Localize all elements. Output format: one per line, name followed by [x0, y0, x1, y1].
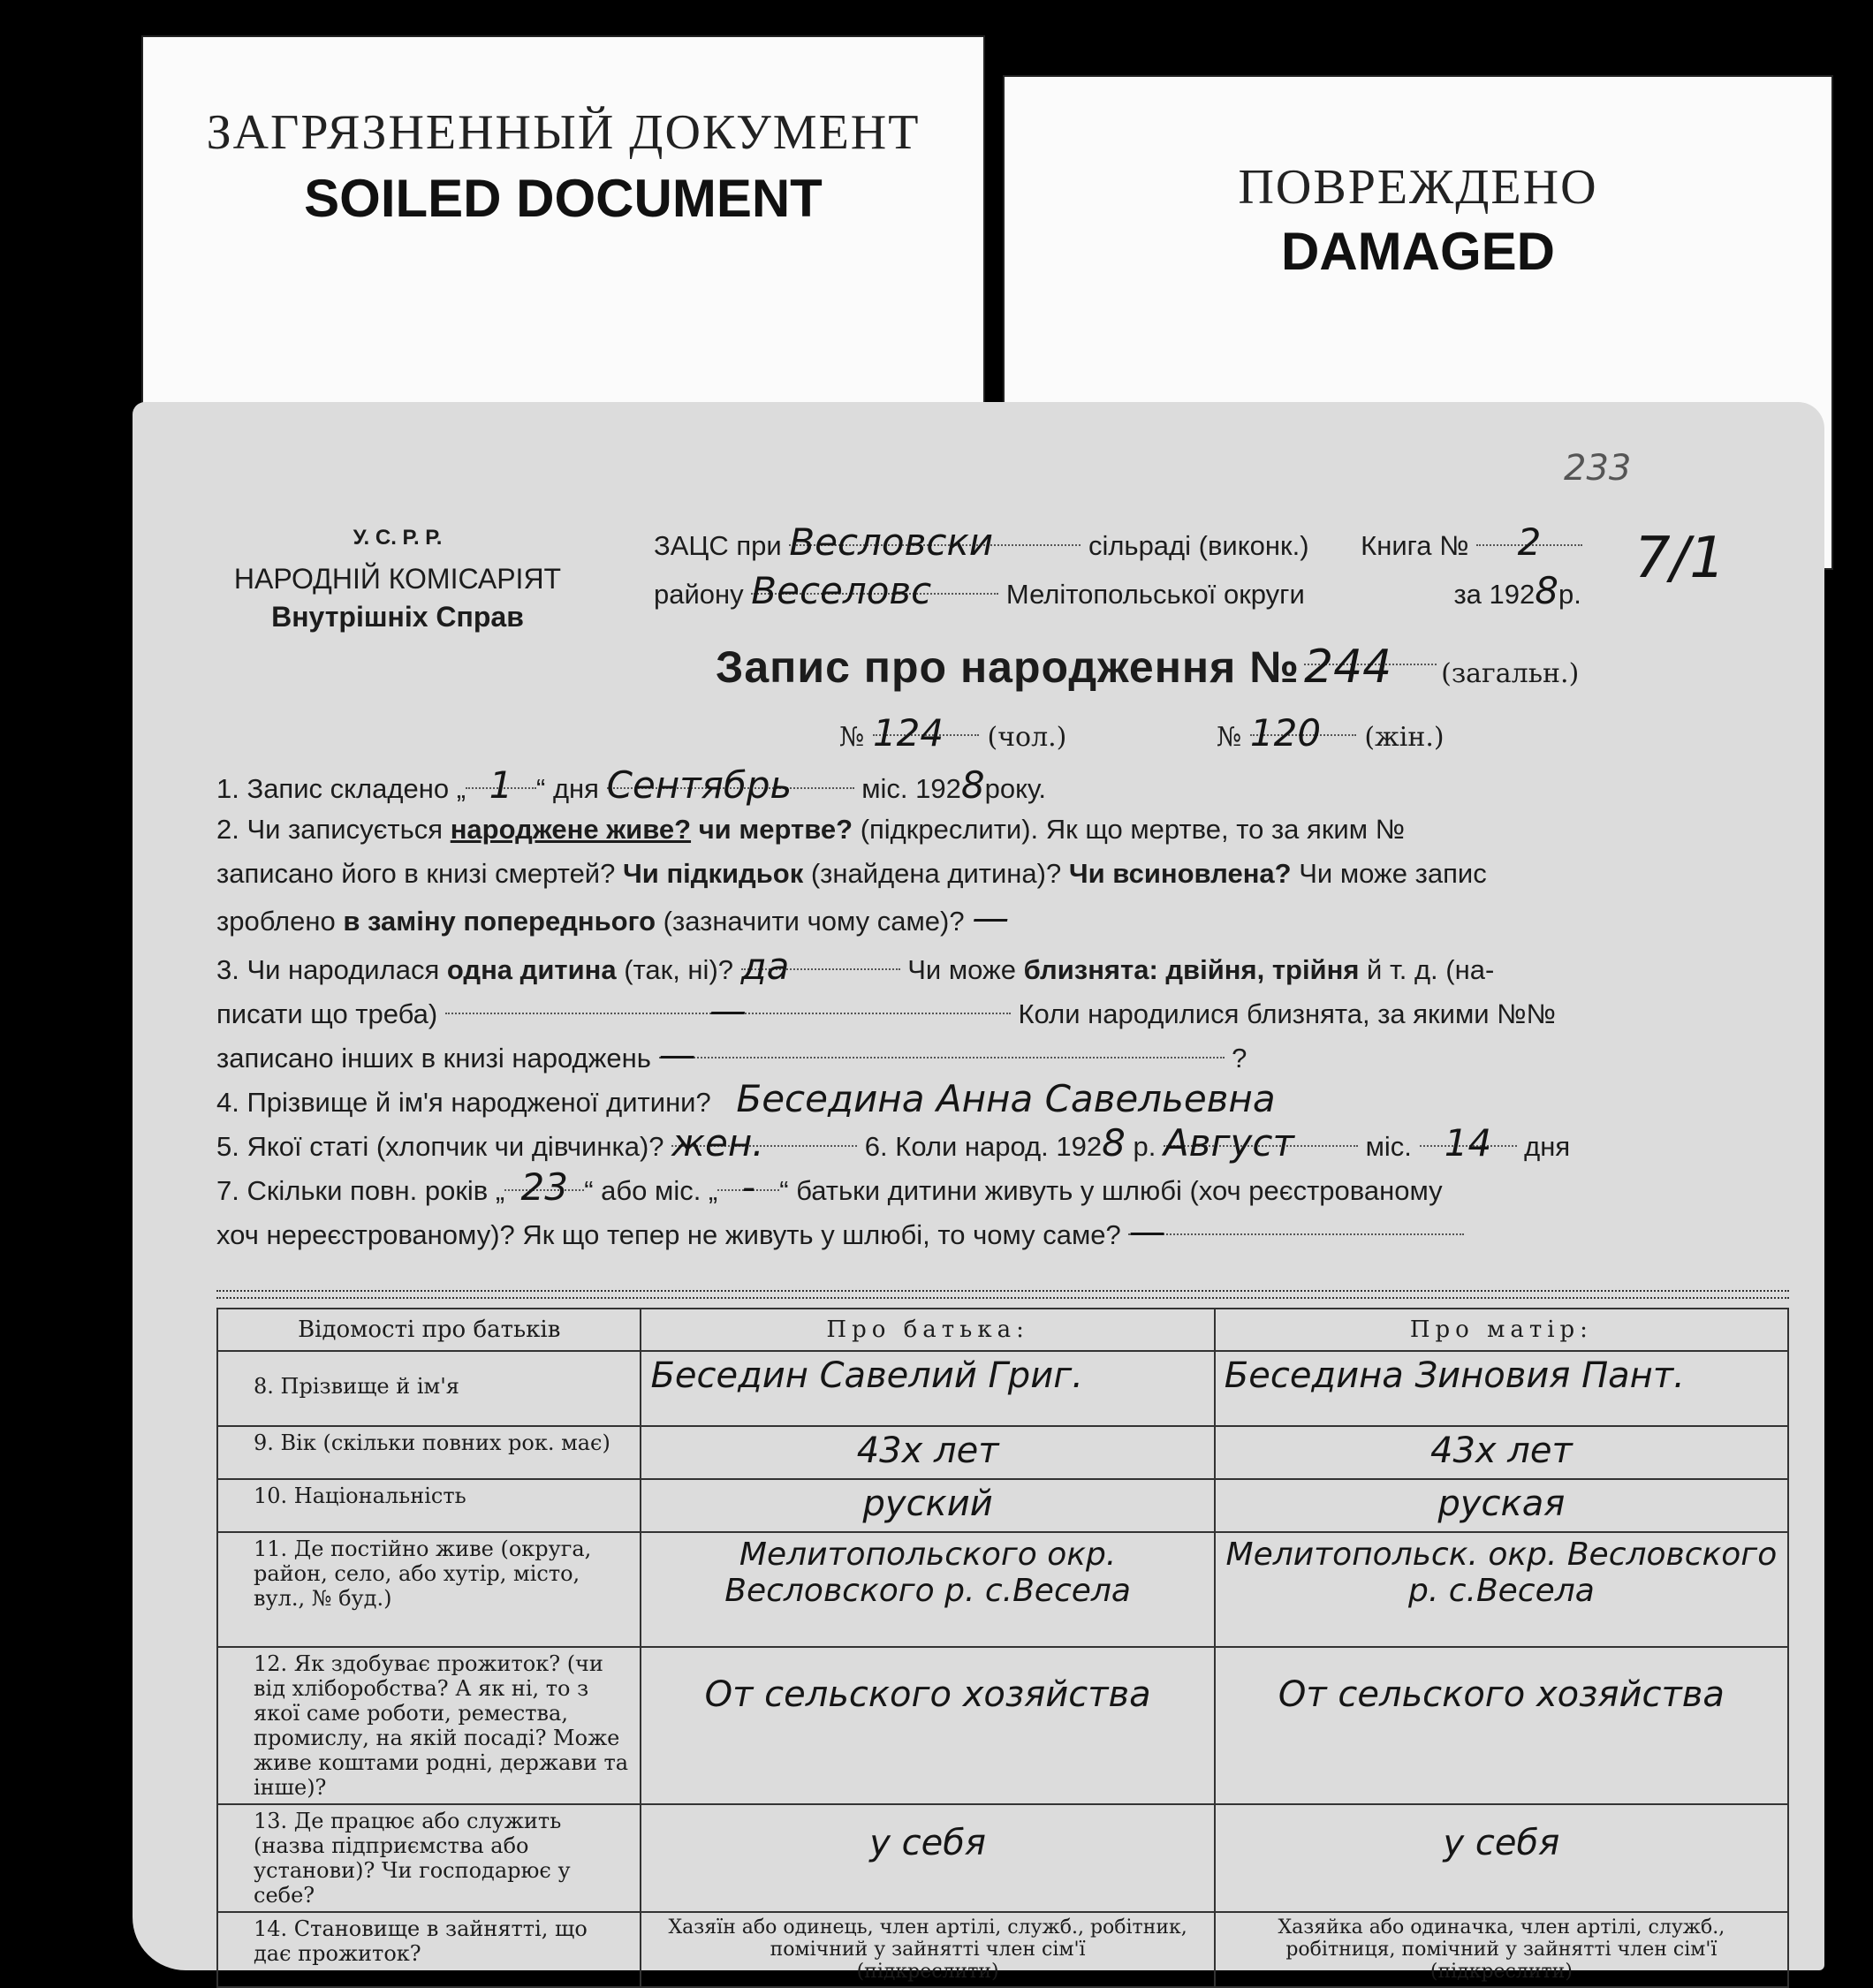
okrug-label: Мелітопольської округи	[1005, 579, 1305, 610]
q2-answer: —	[972, 896, 1010, 939]
q7-years: 23	[504, 1166, 584, 1191]
q7-line2-answer: —	[1128, 1210, 1464, 1235]
header-mother: Про матір:	[1215, 1309, 1788, 1351]
year-suffix: р.	[1558, 579, 1581, 610]
q3-line3b: ?	[1232, 1043, 1247, 1074]
row-label: 11. Де постійно живе (округа, район, село, або хутір, місто, вул., № буд.)	[217, 1532, 641, 1647]
general-suffix: (загальн.)	[1441, 658, 1580, 689]
female-no-sign: №	[1216, 722, 1242, 753]
row-label: 8. Прізвище й ім'я	[217, 1351, 641, 1426]
birth-record-sheet	[133, 402, 1824, 1983]
father-workplace: у себя	[641, 1804, 1214, 1912]
q1-prefix: 1. Запис складено „	[216, 773, 466, 804]
zags-suffix: сільраді (виконк.)	[1088, 530, 1309, 561]
q1-year: 8	[960, 763, 985, 807]
row-label: 13. Де працює або служить (назва підприємства або установи)? Чи господарює у себе?	[217, 1804, 641, 1912]
district-name: Веселовс	[751, 570, 998, 595]
q4-line	[216, 1078, 1798, 1124]
q3-line3-answer: —	[659, 1034, 1225, 1058]
q2-line3	[216, 897, 1798, 943]
q1-mid: “ дня	[536, 773, 599, 804]
q1-post: міс. 192	[861, 773, 961, 804]
table-row	[217, 1912, 1788, 1987]
q6-year-suffix: р.	[1133, 1131, 1156, 1162]
q3-d: Чи може	[907, 954, 1017, 985]
header-details: Відомості про батьків	[217, 1309, 641, 1351]
q2-a: 2. Чи записується	[216, 814, 444, 845]
q2-foundling: Чи підкидьок	[623, 858, 804, 889]
archive-mark: 233	[1564, 448, 1632, 489]
q1-end: року.	[984, 773, 1046, 804]
table-row	[217, 1647, 1788, 1804]
q7-line2a: хоч нереєстрованому)? Як що тепер не живуть у шлюбі, то чому саме?	[216, 1219, 1121, 1250]
q3-line1	[216, 945, 1798, 991]
row-label: 10. Національність	[217, 1479, 641, 1532]
q3-line2a: писати що треба)	[216, 998, 438, 1029]
q3-single: одна дитина	[446, 954, 617, 985]
row-label: 12. Як здобуває прожиток? (чи від хліборобства? А як ні, то з якої саме роботи, ремества, промислу, на якій посаді? Може живе коштами родні, держави та інше)?	[217, 1647, 641, 1804]
father-livelihood: От сельского хозяйства	[641, 1647, 1214, 1804]
q1-line	[216, 764, 1798, 810]
table-header-row	[217, 1309, 1788, 1351]
table-row	[217, 1426, 1788, 1479]
q3-a: 3. Чи народилася	[216, 954, 440, 985]
mother-status-options: Хазяйка або одиначка, член артілі, служб., робітниця, помічний у зайнятті член сім'ї	[1278, 1916, 1725, 1961]
q7-a: 7. Скільки повн. років „	[216, 1175, 505, 1206]
zags-prefix: ЗАЦС при	[654, 530, 782, 561]
village-name: Весловски	[789, 521, 1081, 546]
mother-nationality: руская	[1215, 1479, 1788, 1532]
female-suffix: (жін.)	[1364, 722, 1445, 753]
q6-month-suffix: міс.	[1365, 1131, 1412, 1162]
q7-line2	[216, 1210, 1798, 1256]
q2-alive: народжене живе?	[450, 814, 692, 845]
general-number: 244	[1304, 641, 1437, 665]
book-number: 2	[1476, 521, 1582, 546]
mother-workplace: у себя	[1215, 1804, 1788, 1912]
father-name: Беседин Савелий Григ.	[641, 1351, 1214, 1426]
mother-occupation-status	[1215, 1912, 1788, 1987]
father-occupation-status	[641, 1912, 1214, 1987]
q3-c: (так, ні)?	[624, 954, 734, 985]
q2-line1	[216, 808, 1798, 851]
male-suffix: (чол.)	[987, 722, 1067, 753]
row-label: 14. Становище в зайнятті, що дає прожиток?	[217, 1912, 641, 1987]
q7-line1	[216, 1166, 1798, 1212]
mother-status-note: (підкреслити)	[1429, 1961, 1573, 1983]
q2-line3c: (зазначити чому саме)?	[663, 906, 965, 937]
soiled-notice-en: SOILED DOCUMENT	[304, 169, 823, 228]
q5-q6-line	[216, 1122, 1798, 1168]
header-right	[654, 521, 1802, 618]
record-title-block	[716, 641, 1776, 693]
q4-label: 4. Прізвище й ім'я народженої дитини?	[216, 1087, 711, 1118]
header-left	[212, 526, 583, 634]
q2-dead: чи мертве?	[698, 814, 853, 845]
q2-line2a: записано його в книзі смертей?	[216, 858, 616, 889]
q6-day: 14	[1420, 1122, 1517, 1147]
damaged-notice-ru: ПОВРЕЖДЕНО	[1238, 160, 1598, 215]
q2-line2	[216, 853, 1798, 895]
q4-child-name: Беседина Анна Савельевна	[736, 1077, 1276, 1120]
soiled-notice-ru: ЗАГРЯЗНЕННЫЙ ДОКУМЕНТ	[206, 105, 921, 160]
father-status-options: Хазяїн або одинець, член артілі, служб., робітник, помічний у зайнятті член сім'ї	[668, 1916, 1187, 1961]
mother-age: 43х лет	[1215, 1426, 1788, 1479]
father-status-note: (підкреслити)	[856, 1961, 999, 1983]
q3-line3	[216, 1034, 1798, 1080]
record-title: Запис про народження №	[716, 642, 1300, 692]
q3-answer: да	[741, 945, 900, 970]
q5-label: 5. Якої статі (хлопчик чи дівчинка)?	[216, 1131, 664, 1162]
q6-day-suffix: дня	[1524, 1131, 1571, 1162]
table-row	[217, 1351, 1788, 1426]
record-subnumbers	[839, 711, 1723, 753]
district-line	[654, 570, 1802, 616]
q2-d: (підкреслити). Як що мертве, то за яким №	[860, 814, 1405, 845]
q1-month: Сентябрь	[607, 764, 854, 789]
male-number: 124	[873, 711, 979, 736]
q6-month: Август	[1164, 1122, 1358, 1147]
table-row	[217, 1532, 1788, 1647]
q1-day: 1	[466, 764, 536, 789]
damaged-notice-en: DAMAGED	[1281, 222, 1555, 281]
q3-line3a: записано інших в книзі народжень	[216, 1043, 651, 1074]
year-digit: 8	[1535, 569, 1558, 612]
mother-name: Беседина Зиновия Пант.	[1215, 1351, 1788, 1426]
zags-line	[654, 521, 1802, 567]
q3-line2b: Коли народилися близнята, за якими №№	[1018, 998, 1556, 1029]
male-no-sign: №	[839, 722, 865, 753]
q6-label: 6. Коли народ. 192	[864, 1131, 1103, 1162]
q2-line2c: (знайдена дитина)?	[810, 858, 1062, 889]
folio-number: 7/1	[1634, 526, 1725, 591]
mother-livelihood: От сельского хозяйства	[1215, 1647, 1788, 1804]
book-label: Книга №	[1361, 530, 1469, 561]
q3-f: й т. д. (на-	[1367, 954, 1495, 985]
questions	[216, 764, 1798, 1259]
female-number: 120	[1250, 711, 1356, 736]
q2-replacement: в заміну попереднього	[343, 906, 656, 937]
q7-c: “ батьки дитини живуть у шлюбі (хоч реєстрованому	[779, 1175, 1443, 1206]
q2-line3a: зроблено	[216, 906, 336, 937]
commissariat-label: НАРОДНІЙ КОМІСАРІЯТ	[233, 563, 562, 595]
q3-line2-answer: —	[445, 990, 1011, 1014]
q2-adopted: Чи всиновлена?	[1068, 858, 1292, 889]
q7-b: “ або міс. „	[584, 1175, 718, 1206]
district-prefix: району	[654, 579, 744, 610]
father-nationality: руский	[641, 1479, 1214, 1532]
q6-year: 8	[1102, 1121, 1126, 1165]
q5-sex: жен.	[671, 1122, 857, 1147]
row-label: 9. Вік (скільки повних рок. має)	[217, 1426, 641, 1479]
internal-affairs-label: Внутрішніх Справ	[271, 601, 524, 633]
q3-twins: близнята: двійня, трійня	[1023, 954, 1360, 985]
parents-table	[216, 1308, 1789, 1988]
double-rule	[216, 1290, 1789, 1299]
year-prefix: за 192	[1453, 579, 1536, 610]
usrr-label: У. С. Р. Р.	[353, 526, 443, 550]
q2-line2e: Чи може запис	[1299, 858, 1487, 889]
header-father: Про батька:	[641, 1309, 1214, 1351]
mother-residence: Мелитопольск. окр. Весловского р. с.Весела	[1215, 1532, 1788, 1647]
table-row	[217, 1804, 1788, 1912]
q3-line2	[216, 990, 1798, 1036]
father-age: 43х лет	[641, 1426, 1214, 1479]
q7-months: -	[717, 1166, 779, 1191]
father-residence: Мелитопольского окр. Весловского р. с.Весела	[641, 1532, 1214, 1647]
table-row	[217, 1479, 1788, 1532]
